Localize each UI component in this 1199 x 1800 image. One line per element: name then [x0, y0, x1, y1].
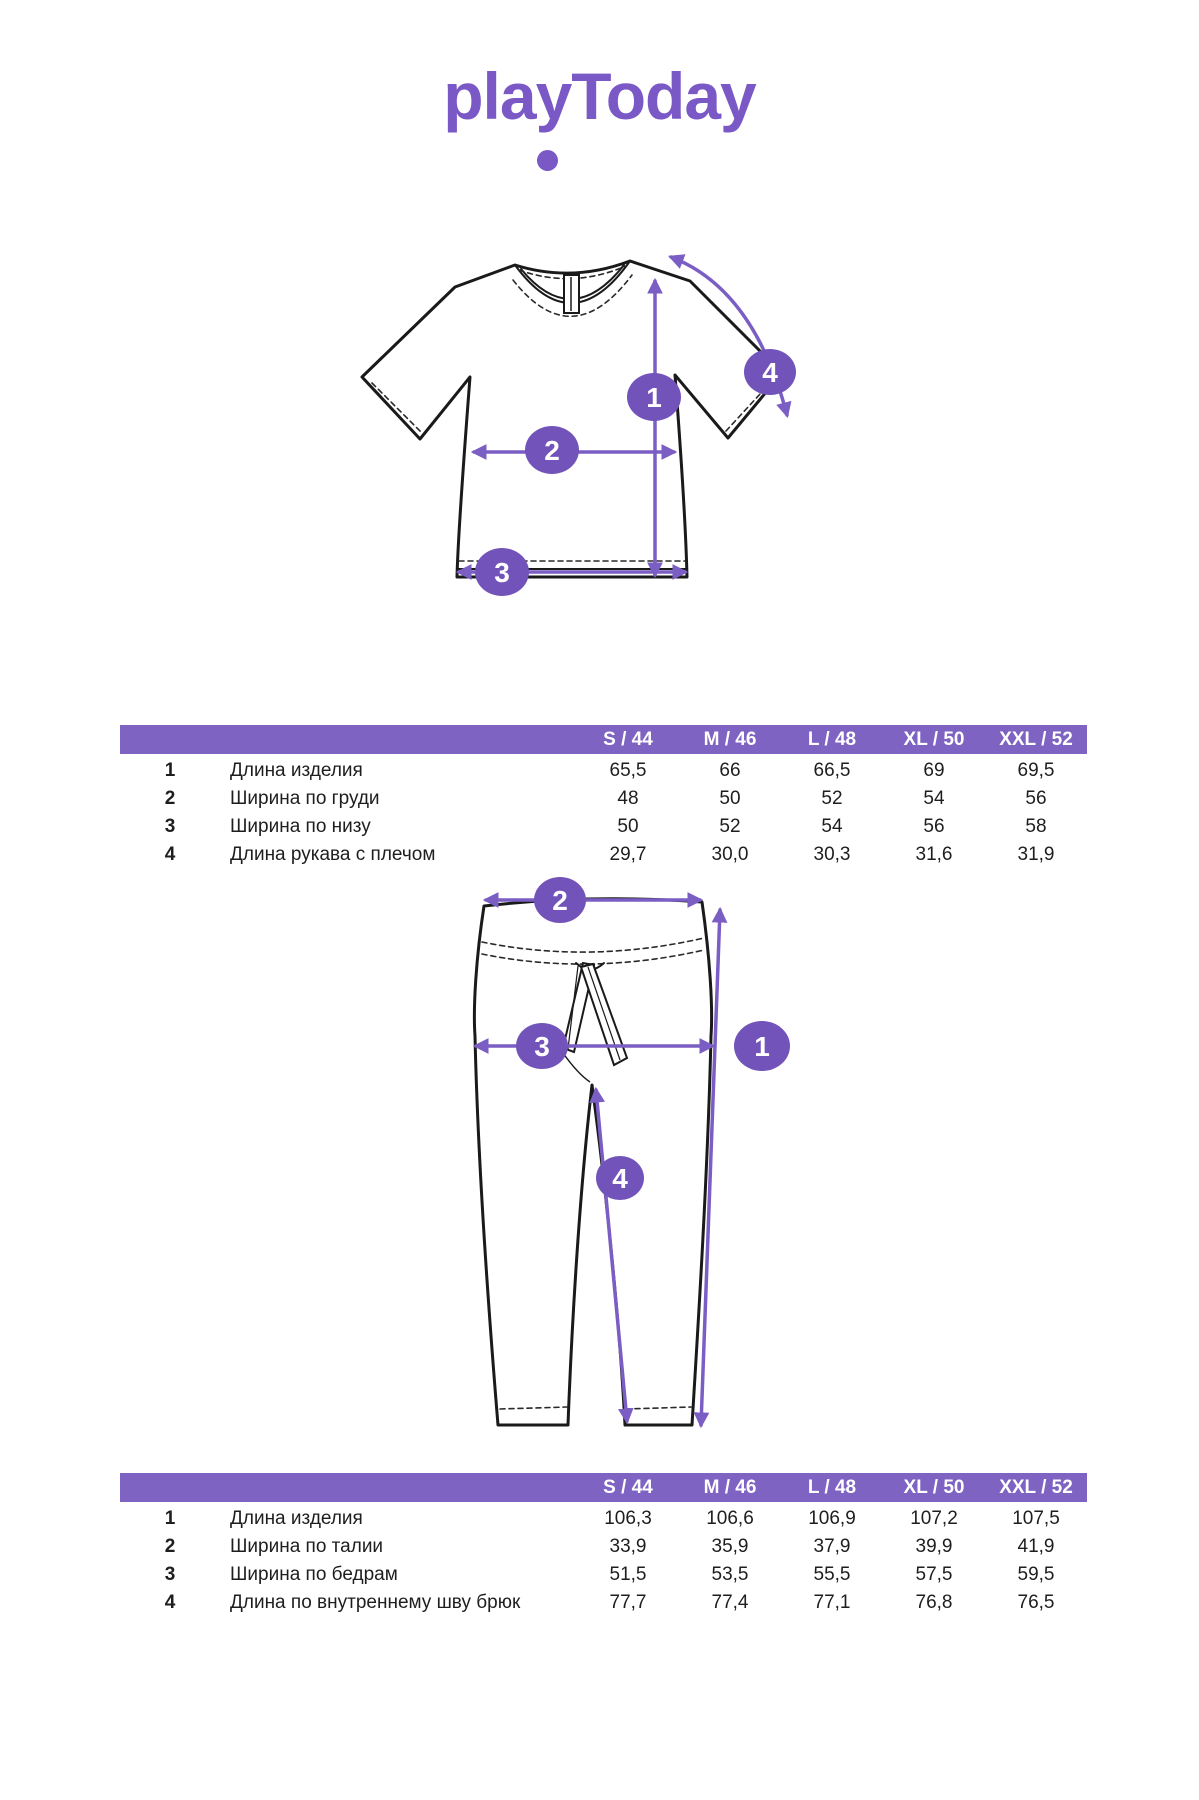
value-cell: 58: [1025, 816, 1047, 837]
value-cell: 57,5: [915, 1564, 953, 1585]
callout-3-label: 3: [494, 557, 510, 588]
brand-logo: playToday: [443, 59, 756, 133]
value-cell: 41,9: [1017, 1536, 1055, 1557]
value-cell: 39,9: [915, 1536, 953, 1557]
callout-4-label: 4: [612, 1163, 628, 1194]
value-cell: 53,5: [711, 1564, 749, 1585]
header-spacer: [120, 1473, 220, 1502]
value-cell: 66,5: [813, 760, 851, 781]
table-row: [120, 785, 1087, 813]
value-cell: 76,8: [915, 1592, 953, 1613]
row-number: 3: [164, 816, 176, 837]
header-spacer: [220, 725, 577, 754]
value-cell: 29,7: [609, 844, 647, 865]
value-cell: 30,0: [711, 844, 749, 865]
size-col-header: S / 44: [603, 1477, 653, 1498]
size-col-header: XXL / 52: [999, 1477, 1073, 1498]
size-col-header: XL / 50: [903, 1477, 965, 1498]
value-cell: 66: [719, 760, 741, 781]
value-cell: 52: [719, 816, 741, 837]
table-row: [120, 1589, 1087, 1617]
value-cell: 106,9: [808, 1508, 856, 1529]
value-cell: 48: [617, 788, 639, 809]
value-cell: 106,3: [604, 1508, 652, 1529]
value-cell: 33,9: [609, 1536, 647, 1557]
row-label: Ширина по талии: [230, 1536, 384, 1557]
value-cell: 50: [719, 788, 741, 809]
callout-1-label: 1: [754, 1031, 770, 1062]
pants-size-table: [120, 1473, 1087, 1617]
row-number: 2: [164, 788, 176, 809]
size-col-header: XXL / 52: [999, 729, 1073, 750]
size-col-header: XL / 50: [903, 729, 965, 750]
table-row: [120, 1505, 1087, 1533]
value-cell: 31,6: [915, 844, 953, 865]
row-number: 4: [164, 844, 176, 865]
value-cell: 107,2: [910, 1508, 958, 1529]
table-row: [120, 841, 1087, 869]
value-cell: 106,6: [706, 1508, 754, 1529]
row-label: Длина рукава с плечом: [230, 844, 436, 865]
value-cell: 35,9: [711, 1536, 749, 1557]
header-spacer: [220, 1473, 577, 1502]
value-cell: 65,5: [609, 760, 647, 781]
value-cell: 69,5: [1017, 760, 1055, 781]
value-cell: 107,5: [1012, 1508, 1060, 1529]
size-col-header: M / 46: [703, 1477, 757, 1498]
value-cell: 77,1: [813, 1592, 851, 1613]
brand-logo-dot-icon: [537, 150, 558, 171]
row-label: Ширина по низу: [230, 816, 371, 837]
callout-4-label: 4: [762, 357, 778, 388]
pants-diagram: [420, 868, 820, 1468]
size-col-header: L / 48: [807, 1477, 857, 1498]
tshirt-diagram: [330, 225, 810, 625]
value-cell: 56: [923, 816, 945, 837]
callout-3-label: 3: [534, 1031, 550, 1062]
value-cell: 59,5: [1017, 1564, 1055, 1585]
tshirt-size-table: [120, 725, 1087, 869]
row-label: Ширина по груди: [230, 788, 380, 809]
value-cell: 76,5: [1017, 1592, 1055, 1613]
value-cell: 77,7: [609, 1592, 647, 1613]
table-row: [120, 813, 1087, 841]
row-label: Длина изделия: [230, 760, 363, 781]
value-cell: 50: [617, 816, 639, 837]
table-row: [120, 1561, 1087, 1589]
row-number: 1: [164, 1508, 176, 1529]
row-number: 3: [164, 1564, 176, 1585]
row-number: 4: [164, 1592, 176, 1613]
value-cell: 69: [923, 760, 945, 781]
callout-2-label: 2: [544, 435, 560, 466]
header-spacer: [120, 725, 220, 754]
value-cell: 55,5: [813, 1564, 851, 1585]
row-number: 2: [164, 1536, 176, 1557]
value-cell: 37,9: [813, 1536, 851, 1557]
value-cell: 56: [1025, 788, 1047, 809]
row-label: Ширина по бедрам: [230, 1564, 398, 1585]
size-col-header: L / 48: [807, 729, 857, 750]
row-label: Длина по внутреннему шву брюк: [230, 1592, 521, 1613]
value-cell: 52: [821, 788, 843, 809]
table-header-row: [120, 1473, 1087, 1502]
value-cell: 54: [821, 816, 843, 837]
size-col-header: M / 46: [703, 729, 757, 750]
value-cell: 30,3: [813, 844, 851, 865]
row-label: Длина изделия: [230, 1508, 363, 1529]
callout-1-label: 1: [646, 382, 662, 413]
row-number: 1: [164, 760, 176, 781]
value-cell: 54: [923, 788, 945, 809]
callout-2-label: 2: [552, 885, 568, 916]
table-row: [120, 1533, 1087, 1561]
value-cell: 31,9: [1017, 844, 1055, 865]
value-cell: 51,5: [609, 1564, 647, 1585]
table-row: [120, 757, 1087, 785]
value-cell: 77,4: [711, 1592, 749, 1613]
table-header-row: [120, 725, 1087, 754]
size-col-header: S / 44: [603, 729, 653, 750]
